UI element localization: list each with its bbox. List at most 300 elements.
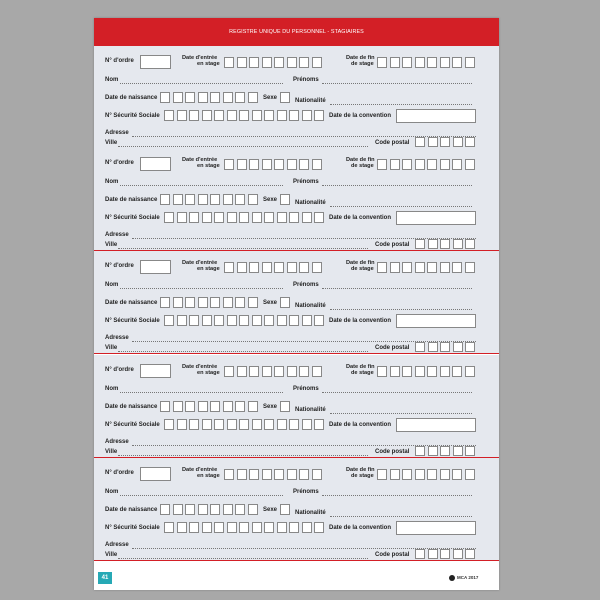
code-postal-box[interactable] <box>415 137 425 147</box>
naissance-date-box[interactable] <box>160 194 170 205</box>
code-postal-label: Code postal <box>375 345 410 351</box>
entree-date-box[interactable] <box>262 159 272 170</box>
fin-date-box[interactable] <box>415 262 425 273</box>
fin-label-2: de stage <box>351 473 374 479</box>
naissance-date-box[interactable] <box>235 92 245 103</box>
secu-box[interactable] <box>177 315 187 326</box>
nationalite-line[interactable] <box>330 413 472 414</box>
entree-label-1: Date d'entrée <box>182 260 218 266</box>
naissance-label: Date de naissance <box>105 404 158 410</box>
entree-date-box[interactable] <box>287 469 297 480</box>
secu-box[interactable] <box>289 315 299 326</box>
naissance-date-box[interactable] <box>248 504 258 515</box>
code-postal-box[interactable] <box>415 549 425 559</box>
prenoms-line[interactable] <box>322 288 472 289</box>
fin-date-box[interactable] <box>377 262 387 273</box>
entree-date-box[interactable] <box>262 262 272 273</box>
entree-label-1: Date d'entrée <box>182 364 218 370</box>
naissance-date-box[interactable] <box>223 194 233 205</box>
fin-date-box[interactable] <box>440 159 450 170</box>
fin-date-box[interactable] <box>390 57 400 68</box>
entree-date-box[interactable] <box>287 262 297 273</box>
fin-date-box[interactable] <box>390 159 400 170</box>
entree-date-box[interactable] <box>312 469 322 480</box>
nom-line[interactable] <box>120 495 283 496</box>
code-postal-label: Code postal <box>375 449 410 455</box>
fin-label-1: Date de fin <box>346 55 375 61</box>
naissance-date-box[interactable] <box>248 92 258 103</box>
secu-box[interactable] <box>289 419 299 430</box>
secu-box[interactable] <box>264 110 274 121</box>
fin-date-box[interactable] <box>402 262 412 273</box>
sexe-label: Sexe <box>263 95 278 101</box>
fin-date-box[interactable] <box>427 469 437 480</box>
ville-line[interactable] <box>118 558 368 559</box>
sexe-label: Sexe <box>263 404 278 410</box>
entree-date-box[interactable] <box>287 159 297 170</box>
nationalite-label: Nationalité <box>295 98 326 104</box>
fin-date-box[interactable] <box>440 262 450 273</box>
entree-date-box[interactable] <box>249 262 259 273</box>
naissance-date-box[interactable] <box>160 92 170 103</box>
secu-box[interactable] <box>277 315 287 326</box>
ville-label: Ville <box>105 449 118 455</box>
fin-date-box[interactable] <box>402 159 412 170</box>
secu-box[interactable] <box>189 522 199 533</box>
entree-date-box[interactable] <box>224 57 234 68</box>
convention-field[interactable] <box>396 211 476 225</box>
code-postal-box[interactable] <box>453 549 463 559</box>
entree-date-box[interactable] <box>224 469 234 480</box>
page-number: 41 <box>98 572 112 584</box>
code-postal-box[interactable] <box>453 239 463 249</box>
entree-date-box[interactable] <box>262 469 272 480</box>
entree-date-box[interactable] <box>249 57 259 68</box>
entree-date-box[interactable] <box>299 159 309 170</box>
secu-box[interactable] <box>202 110 212 121</box>
secu-box[interactable] <box>177 419 187 430</box>
code-postal-box[interactable] <box>465 342 475 352</box>
nationalite-label: Nationalité <box>295 303 326 309</box>
entree-date-box[interactable] <box>299 262 309 273</box>
secu-box[interactable] <box>214 315 224 326</box>
entree-date-box[interactable] <box>287 366 297 377</box>
naissance-date-box[interactable] <box>210 194 220 205</box>
fin-date-box[interactable] <box>440 366 450 377</box>
secu-box[interactable] <box>214 419 224 430</box>
fin-date-box[interactable] <box>415 159 425 170</box>
nom-label: Nom <box>105 282 119 288</box>
nationalite-line[interactable] <box>330 309 472 310</box>
fin-date-box[interactable] <box>427 57 437 68</box>
secu-box[interactable] <box>214 522 224 533</box>
entree-date-box[interactable] <box>299 366 309 377</box>
naissance-date-box[interactable] <box>210 401 220 412</box>
secu-box[interactable] <box>164 315 174 326</box>
naissance-date-box[interactable] <box>248 297 258 308</box>
entree-date-box[interactable] <box>262 57 272 68</box>
nationalite-line[interactable] <box>330 516 472 517</box>
entree-date-box[interactable] <box>224 159 234 170</box>
adresse-label: Adresse <box>105 232 129 238</box>
sexe-box[interactable] <box>280 297 290 308</box>
naissance-date-box[interactable] <box>235 194 245 205</box>
sexe-label: Sexe <box>263 507 278 513</box>
naissance-date-box[interactable] <box>160 297 170 308</box>
code-postal-box[interactable] <box>453 137 463 147</box>
secu-box[interactable] <box>289 212 299 223</box>
nationalite-line[interactable] <box>330 206 472 207</box>
code-postal-box[interactable] <box>440 446 450 456</box>
ordre-label: N° d'ordre <box>105 263 134 269</box>
secu-box[interactable] <box>314 522 324 533</box>
naissance-date-box[interactable] <box>198 504 208 515</box>
secu-box[interactable] <box>214 110 224 121</box>
secu-box[interactable] <box>252 212 262 223</box>
entree-date-box[interactable] <box>274 262 284 273</box>
entree-date-box[interactable] <box>274 159 284 170</box>
ville-label: Ville <box>105 242 118 248</box>
code-postal-box[interactable] <box>415 446 425 456</box>
secu-box[interactable] <box>202 315 212 326</box>
prenoms-label: Prénoms <box>293 77 319 83</box>
ordre-label: N° d'ordre <box>105 470 134 476</box>
entree-date-box[interactable] <box>274 57 284 68</box>
record-block <box>94 148 499 251</box>
naissance-date-box[interactable] <box>223 92 233 103</box>
form-header-title: REGISTRE UNIQUE DU PERSONNEL - STAGIAIRES <box>94 18 499 46</box>
naissance-date-box[interactable] <box>235 504 245 515</box>
secu-box[interactable] <box>314 212 324 223</box>
fin-date-box[interactable] <box>452 159 462 170</box>
convention-field[interactable] <box>396 314 476 328</box>
fin-date-box[interactable] <box>452 57 462 68</box>
code-postal-box[interactable] <box>428 446 438 456</box>
secu-box[interactable] <box>314 315 324 326</box>
fin-date-box[interactable] <box>415 57 425 68</box>
fin-date-box[interactable] <box>427 366 437 377</box>
secu-box[interactable] <box>227 522 237 533</box>
code-postal-box[interactable] <box>453 446 463 456</box>
fin-date-box[interactable] <box>465 469 475 480</box>
fin-date-box[interactable] <box>452 262 462 273</box>
ordre-field[interactable] <box>140 157 171 171</box>
naissance-date-box[interactable] <box>173 297 183 308</box>
fin-date-box[interactable] <box>440 57 450 68</box>
ordre-field[interactable] <box>140 467 171 481</box>
adresse-label: Adresse <box>105 130 129 136</box>
secu-box[interactable] <box>164 522 174 533</box>
secu-box[interactable] <box>252 419 262 430</box>
entree-date-box[interactable] <box>287 57 297 68</box>
fin-date-box[interactable] <box>465 366 475 377</box>
naissance-date-box[interactable] <box>173 194 183 205</box>
code-postal-box[interactable] <box>465 137 475 147</box>
entree-date-box[interactable] <box>237 366 247 377</box>
fin-label-2: de stage <box>351 163 374 169</box>
fin-date-box[interactable] <box>377 57 387 68</box>
ordre-label: N° d'ordre <box>105 367 134 373</box>
brand-text: MCA 2017 <box>457 575 479 580</box>
naissance-label: Date de naissance <box>105 507 158 513</box>
fin-date-box[interactable] <box>415 366 425 377</box>
record-block <box>94 251 499 354</box>
prenoms-label: Prénoms <box>293 489 319 495</box>
naissance-date-box[interactable] <box>198 92 208 103</box>
nom-line[interactable] <box>120 185 283 186</box>
ville-label: Ville <box>105 552 118 558</box>
sexe-box[interactable] <box>280 194 290 205</box>
secu-box[interactable] <box>189 212 199 223</box>
entree-date-box[interactable] <box>249 159 259 170</box>
sexe-label: Sexe <box>263 197 278 203</box>
secu-box[interactable] <box>314 110 324 121</box>
code-postal-label: Code postal <box>375 242 410 248</box>
secu-label: N° Sécurité Sociale <box>105 318 160 324</box>
entree-date-box[interactable] <box>262 366 272 377</box>
naissance-date-box[interactable] <box>235 401 245 412</box>
ville-line[interactable] <box>118 351 368 352</box>
naissance-date-box[interactable] <box>198 194 208 205</box>
fin-date-box[interactable] <box>465 262 475 273</box>
convention-field[interactable] <box>396 521 476 535</box>
secu-box[interactable] <box>164 212 174 223</box>
secu-box[interactable] <box>277 212 287 223</box>
naissance-date-box[interactable] <box>210 504 220 515</box>
secu-box[interactable] <box>239 110 249 121</box>
secu-box[interactable] <box>252 110 262 121</box>
code-postal-box[interactable] <box>453 342 463 352</box>
entree-date-box[interactable] <box>224 262 234 273</box>
prenoms-line[interactable] <box>322 392 472 393</box>
secu-box[interactable] <box>264 315 274 326</box>
secu-box[interactable] <box>239 522 249 533</box>
naissance-date-box[interactable] <box>160 504 170 515</box>
naissance-date-box[interactable] <box>223 504 233 515</box>
fin-date-box[interactable] <box>427 159 437 170</box>
ordre-field[interactable] <box>140 55 171 69</box>
entree-date-box[interactable] <box>312 262 322 273</box>
secu-box[interactable] <box>264 212 274 223</box>
secu-box[interactable] <box>164 110 174 121</box>
naissance-label: Date de naissance <box>105 300 158 306</box>
fin-date-box[interactable] <box>427 262 437 273</box>
secu-box[interactable] <box>264 522 274 533</box>
secu-box[interactable] <box>202 419 212 430</box>
adresse-label: Adresse <box>105 542 129 548</box>
code-postal-box[interactable] <box>465 549 475 559</box>
ville-label: Ville <box>105 345 118 351</box>
secu-box[interactable] <box>202 522 212 533</box>
secu-box[interactable] <box>264 419 274 430</box>
nom-line[interactable] <box>120 288 283 289</box>
entree-date-box[interactable] <box>299 469 309 480</box>
sexe-box[interactable] <box>280 504 290 515</box>
secu-box[interactable] <box>177 110 187 121</box>
secu-box[interactable] <box>227 212 237 223</box>
secu-box[interactable] <box>227 110 237 121</box>
secu-box[interactable] <box>289 110 299 121</box>
naissance-date-box[interactable] <box>210 92 220 103</box>
entree-date-box[interactable] <box>274 469 284 480</box>
entree-date-box[interactable] <box>249 366 259 377</box>
adresse-label: Adresse <box>105 335 129 341</box>
secu-box[interactable] <box>214 212 224 223</box>
secu-box[interactable] <box>302 419 312 430</box>
secu-box[interactable] <box>252 522 262 533</box>
secu-box[interactable] <box>189 110 199 121</box>
fin-date-box[interactable] <box>390 366 400 377</box>
code-postal-box[interactable] <box>428 342 438 352</box>
code-postal-box[interactable] <box>415 239 425 249</box>
naissance-date-box[interactable] <box>198 297 208 308</box>
naissance-date-box[interactable] <box>210 297 220 308</box>
secu-box[interactable] <box>189 419 199 430</box>
code-postal-box[interactable] <box>440 239 450 249</box>
fin-date-box[interactable] <box>390 262 400 273</box>
entree-date-box[interactable] <box>312 57 322 68</box>
fin-date-box[interactable] <box>402 469 412 480</box>
prenoms-label: Prénoms <box>293 179 319 185</box>
entree-date-box[interactable] <box>299 57 309 68</box>
entree-label-2: en stage <box>197 61 220 67</box>
nationalite-line[interactable] <box>330 104 472 105</box>
convention-field[interactable] <box>396 418 476 432</box>
entree-date-box[interactable] <box>237 469 247 480</box>
prenoms-line[interactable] <box>322 185 472 186</box>
convention-label: Date de la convention <box>329 422 392 428</box>
adresse-label: Adresse <box>105 439 129 445</box>
naissance-date-box[interactable] <box>248 401 258 412</box>
secu-box[interactable] <box>277 419 287 430</box>
entree-label-2: en stage <box>197 370 220 376</box>
fin-date-box[interactable] <box>452 469 462 480</box>
prenoms-line[interactable] <box>322 495 472 496</box>
secu-box[interactable] <box>239 419 249 430</box>
secu-box[interactable] <box>239 212 249 223</box>
naissance-date-box[interactable] <box>185 401 195 412</box>
secu-box[interactable] <box>239 315 249 326</box>
code-postal-box[interactable] <box>465 446 475 456</box>
fin-date-box[interactable] <box>402 366 412 377</box>
ordre-field[interactable] <box>140 364 171 378</box>
naissance-date-box[interactable] <box>160 401 170 412</box>
code-postal-box[interactable] <box>428 137 438 147</box>
naissance-date-box[interactable] <box>185 194 195 205</box>
naissance-date-box[interactable] <box>173 401 183 412</box>
code-postal-box[interactable] <box>440 549 450 559</box>
secu-box[interactable] <box>202 212 212 223</box>
entree-date-box[interactable] <box>312 366 322 377</box>
fin-date-box[interactable] <box>377 366 387 377</box>
code-postal-box[interactable] <box>415 342 425 352</box>
sexe-box[interactable] <box>280 92 290 103</box>
code-postal-box[interactable] <box>428 549 438 559</box>
brand-logo <box>449 574 478 581</box>
naissance-date-box[interactable] <box>198 401 208 412</box>
secu-box[interactable] <box>277 522 287 533</box>
secu-box[interactable] <box>302 110 312 121</box>
naissance-date-box[interactable] <box>248 194 258 205</box>
naissance-date-box[interactable] <box>185 92 195 103</box>
code-postal-box[interactable] <box>440 342 450 352</box>
secu-box[interactable] <box>189 315 199 326</box>
naissance-date-box[interactable] <box>235 297 245 308</box>
secu-box[interactable] <box>289 522 299 533</box>
nom-line[interactable] <box>120 83 283 84</box>
secu-label: N° Sécurité Sociale <box>105 113 160 119</box>
secu-box[interactable] <box>302 522 312 533</box>
nom-label: Nom <box>105 179 119 185</box>
code-postal-label: Code postal <box>375 140 410 146</box>
nom-label: Nom <box>105 77 119 83</box>
fin-label-1: Date de fin <box>346 364 375 370</box>
ordre-field[interactable] <box>140 260 171 274</box>
entree-label-1: Date d'entrée <box>182 55 218 61</box>
secu-box[interactable] <box>277 110 287 121</box>
nom-line[interactable] <box>120 392 283 393</box>
fin-date-box[interactable] <box>452 366 462 377</box>
fin-date-box[interactable] <box>465 159 475 170</box>
ville-line[interactable] <box>118 455 368 456</box>
entree-date-box[interactable] <box>274 366 284 377</box>
secu-box[interactable] <box>302 315 312 326</box>
code-postal-box[interactable] <box>440 137 450 147</box>
convention-label: Date de la convention <box>329 318 392 324</box>
secu-box[interactable] <box>164 419 174 430</box>
sexe-box[interactable] <box>280 401 290 412</box>
secu-box[interactable] <box>252 315 262 326</box>
secu-box[interactable] <box>227 419 237 430</box>
fin-date-box[interactable] <box>465 57 475 68</box>
secu-box[interactable] <box>227 315 237 326</box>
nationalite-label: Nationalité <box>295 407 326 413</box>
entree-date-box[interactable] <box>237 159 247 170</box>
secu-box[interactable] <box>314 419 324 430</box>
naissance-label: Date de naissance <box>105 197 158 203</box>
prenoms-line[interactable] <box>322 83 472 84</box>
entree-date-box[interactable] <box>237 262 247 273</box>
fin-date-box[interactable] <box>440 469 450 480</box>
fin-date-box[interactable] <box>377 469 387 480</box>
naissance-date-box[interactable] <box>173 504 183 515</box>
secu-box[interactable] <box>177 212 187 223</box>
entree-date-box[interactable] <box>312 159 322 170</box>
fin-date-box[interactable] <box>390 469 400 480</box>
entree-date-box[interactable] <box>237 57 247 68</box>
secu-box[interactable] <box>177 522 187 533</box>
fin-date-box[interactable] <box>402 57 412 68</box>
ville-line[interactable] <box>118 146 368 147</box>
fin-date-box[interactable] <box>377 159 387 170</box>
fin-date-box[interactable] <box>415 469 425 480</box>
fin-label-2: de stage <box>351 61 374 67</box>
convention-field[interactable] <box>396 109 476 123</box>
entree-date-box[interactable] <box>249 469 259 480</box>
secu-box[interactable] <box>302 212 312 223</box>
ville-line[interactable] <box>118 248 368 249</box>
naissance-date-box[interactable] <box>173 92 183 103</box>
naissance-date-box[interactable] <box>223 297 233 308</box>
naissance-label: Date de naissance <box>105 95 158 101</box>
nationalite-label: Nationalité <box>295 200 326 206</box>
naissance-date-box[interactable] <box>185 297 195 308</box>
code-postal-box[interactable] <box>465 239 475 249</box>
entree-date-box[interactable] <box>224 366 234 377</box>
naissance-date-box[interactable] <box>185 504 195 515</box>
naissance-date-box[interactable] <box>223 401 233 412</box>
code-postal-box[interactable] <box>428 239 438 249</box>
